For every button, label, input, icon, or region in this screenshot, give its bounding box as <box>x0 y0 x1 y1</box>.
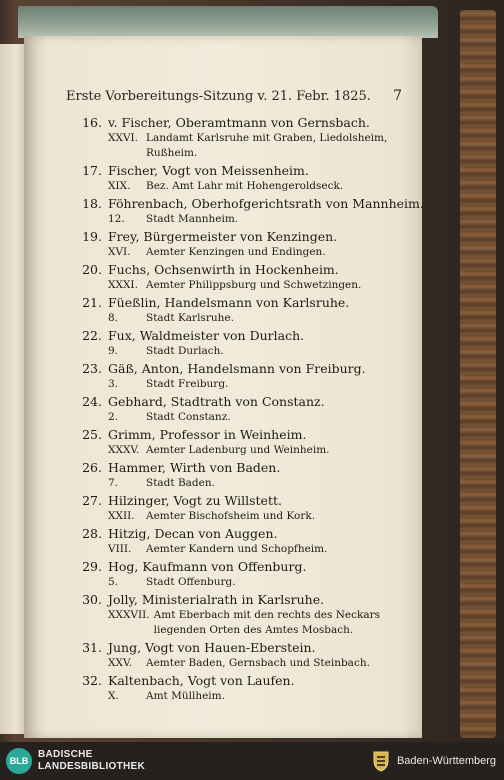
entry-name: Grimm, Professor in Weinheim. <box>108 427 307 442</box>
entry-name: Jung, Vogt von Hauen-Eberstein. <box>108 640 316 655</box>
entry-name: Fischer, Vogt von Meissenheim. <box>108 163 309 178</box>
lions-crest-icon <box>371 750 391 772</box>
district-text: Aemter Ladenburg und Weinheim. <box>146 444 330 456</box>
list-item <box>78 639 396 671</box>
entry-number: 19. <box>82 229 102 244</box>
list-item <box>78 525 396 557</box>
district-text: Amt Eberbach mit den rechts des Neckars liegenden Orten des Amtes Mosbach. <box>153 609 381 636</box>
list-item <box>78 393 396 425</box>
list-item <box>78 360 396 392</box>
entry-number: 28. <box>82 526 102 541</box>
entry-name: Jolly, Ministerialrath in Karlsruhe. <box>108 592 325 607</box>
entry-number: 29. <box>82 559 102 574</box>
list-item <box>78 426 396 458</box>
district-text: Stadt Mannheim. <box>146 213 239 225</box>
list-item <box>78 294 396 326</box>
district-number: XXV. <box>108 657 133 669</box>
running-title: Erste Vorbereitungs-Sitzung v. 21. Febr. 1825. <box>66 89 371 104</box>
district-text: Aemter Baden, Gernsbach und Steinbach. <box>146 657 370 669</box>
entry-name: Fux, Waldmeister von Durlach. <box>108 328 305 343</box>
blb-badge-icon: BLB <box>6 748 32 774</box>
district-number: XXXV. <box>108 444 140 456</box>
list-item <box>78 327 396 359</box>
library-name-line1: BADISCHE <box>38 749 93 760</box>
district-text: Aemter Kandern und Schopfheim. <box>146 543 328 555</box>
district-number: 12. <box>108 213 125 225</box>
entry-number: 24. <box>82 394 102 409</box>
district-number: 7. <box>108 477 119 489</box>
district-text: Amt Müllheim. <box>146 690 225 702</box>
entry-name: Fuchs, Ochsenwirth in Hockenheim. <box>108 262 339 277</box>
list-item <box>78 459 396 491</box>
district-text: Stadt Durlach. <box>146 345 224 357</box>
bw-logo[interactable] <box>371 750 504 772</box>
district-number: 5. <box>108 576 119 588</box>
entry-number: 17. <box>82 163 102 178</box>
district-number: 2. <box>108 411 119 423</box>
district-number: XXVI. <box>108 132 139 144</box>
district-number: 9. <box>108 345 119 357</box>
running-header <box>66 88 402 104</box>
district-number: XXXVII. <box>108 609 150 621</box>
district-text: Aemter Kenzingen und Endingen. <box>146 246 326 258</box>
district-text: Stadt Offenburg. <box>146 576 236 588</box>
district-text: Stadt Baden. <box>146 477 215 489</box>
district-number: XXXI. <box>108 279 138 291</box>
entry-number: 25. <box>82 427 102 442</box>
district-text: Stadt Constanz. <box>146 411 231 423</box>
left-page-edge <box>0 44 26 734</box>
entry-number: 32. <box>82 673 102 688</box>
district-text: Aemter Philippsburg und Schwetzingen. <box>146 279 362 291</box>
list-item <box>78 261 396 293</box>
entry-name: Hammer, Wirth von Baden. <box>108 460 281 475</box>
district-text: Aemter Bischofsheim und Kork. <box>146 510 316 522</box>
entry-number: 20. <box>82 262 102 277</box>
district-text: Bez. Amt Lahr mit Hohengeroldseck. <box>146 180 344 192</box>
list-item <box>78 591 396 638</box>
library-name-line2: LANDESBIBLIOTHEK <box>38 761 146 772</box>
entry-name: Hitzig, Decan von Auggen. <box>108 526 278 541</box>
list-item <box>78 195 424 227</box>
district-number: XIX. <box>108 180 131 192</box>
list-item <box>78 228 396 260</box>
entry-number: 31. <box>82 640 102 655</box>
entry-number: 18. <box>82 196 102 211</box>
district-text: Stadt Freiburg. <box>146 378 229 390</box>
district-number: VIII. <box>108 543 132 555</box>
district-number: X. <box>108 690 119 702</box>
entry-number: 26. <box>82 460 102 475</box>
district-text: Stadt Karlsruhe. <box>146 312 234 324</box>
entry-name: Föhrenbach, Oberhofgerichtsrath von Mannheim. <box>108 196 424 211</box>
district-number: 3. <box>108 378 119 390</box>
entry-number: 21. <box>82 295 102 310</box>
district-text: Landamt Karlsruhe mit Graben, Liedolsheim, Rußheim. <box>146 132 388 159</box>
entry-name: Hog, Kaufmann von Offenburg. <box>108 559 307 574</box>
entry-number: 16. <box>82 115 102 130</box>
viewer-footer <box>0 742 504 780</box>
entry-name: Gäß, Anton, Handelsmann von Freiburg. <box>108 361 366 376</box>
district-number: 8. <box>108 312 119 324</box>
entry-number: 27. <box>82 493 102 508</box>
entry-name: v. Fischer, Oberamtmann von Gernsbach. <box>108 115 370 130</box>
library-name <box>38 749 145 773</box>
entry-name: Frey, Bürgermeister von Kenzingen. <box>108 229 338 244</box>
list-item <box>78 114 396 161</box>
entry-number: 30. <box>82 592 102 607</box>
list-item <box>78 492 396 524</box>
book-page-edges <box>460 10 496 738</box>
list-item <box>78 162 396 194</box>
page-number: 7 <box>393 88 402 104</box>
entry-number: 22. <box>82 328 102 343</box>
book-cover-top <box>18 6 438 38</box>
member-list <box>78 114 424 705</box>
entry-name: Kaltenbach, Vogt von Laufen. <box>108 673 295 688</box>
list-item <box>78 672 396 704</box>
entry-name: Füeßlin, Handelsmann von Karlsruhe. <box>108 295 350 310</box>
blb-logo[interactable] <box>0 748 145 774</box>
list-item <box>78 558 396 590</box>
district-number: XXII. <box>108 510 135 522</box>
entry-number: 23. <box>82 361 102 376</box>
district-number: XVI. <box>108 246 131 258</box>
entry-name: Gebhard, Stadtrath von Constanz. <box>108 394 325 409</box>
state-name: Baden-Württemberg <box>396 755 496 767</box>
entry-name: Hilzinger, Vogt zu Willstett. <box>108 493 282 508</box>
